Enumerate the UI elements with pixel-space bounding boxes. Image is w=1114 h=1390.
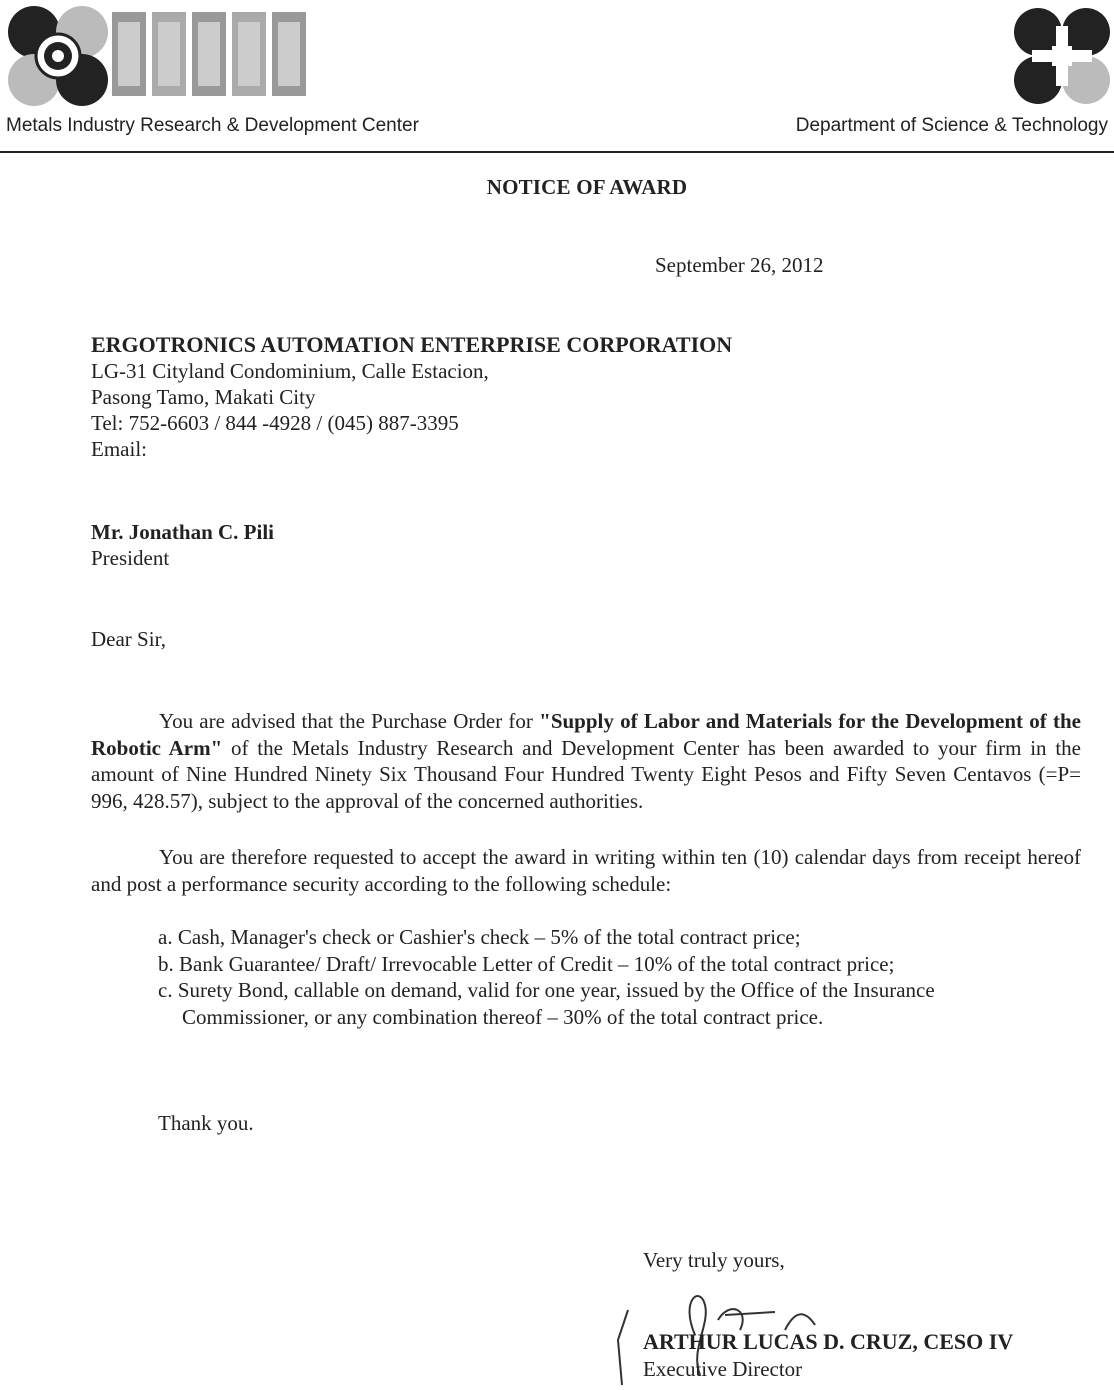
letterhead-divider: [0, 151, 1114, 153]
mirdc-logo-icon: [6, 4, 110, 108]
signatory-name: ARTHUR LUCAS D. CRUZ, CESO IV: [643, 1329, 1014, 1354]
security-schedule-list: [158, 924, 948, 1030]
recipient-company: ERGOTRONICS AUTOMATION ENTERPRISE CORPORATION: [91, 332, 733, 357]
signatory-title: Executive Director: [643, 1357, 803, 1381]
recipient-email: Email:: [91, 437, 147, 461]
mirdc-wordmark-icon: [112, 8, 312, 100]
paragraph-award-rest: of the Metals Industry Research and Development Center has been awarded to your firm in the amount of Nine Hundred Ninety Six Thousand Four Hundred Twenty Eight Pesos and Fifty Seven Centavos (=P= 996, 428.57), subject to the approval of the concerned authorities.: [91, 735, 1081, 813]
list-item: a. Cash, Manager's check or Cashier's check – 5% of the total contract price;: [158, 925, 801, 949]
paragraph-request: You are therefore requested to accept the award in writing within ten (10) calendar days from receipt hereof and post a performance security according to the following schedule:: [91, 845, 1081, 896]
dost-logo-icon: [1012, 6, 1112, 106]
project-title: "Supply of Labor and Materials for the Development of the Robotic Arm": [91, 709, 1081, 760]
thank-you: Thank you.: [158, 1111, 254, 1135]
attention-block: [91, 519, 274, 571]
list-item: b. Bank Guarantee/ Draft/ Irrevocable Letter of Credit – 10% of the total contract price;: [158, 951, 895, 976]
letterhead-left-org: Metals Industry Research & Development Center: [6, 115, 419, 136]
paragraph-award: [91, 708, 1081, 814]
letter-date: September 26, 2012: [655, 253, 824, 277]
paragraph-award-lead: You are advised that the Purchase Order for: [159, 709, 540, 733]
salutation: Dear Sir,: [91, 627, 166, 651]
document-title: NOTICE OF AWARD: [486, 175, 688, 199]
letterhead-right-org: Department of Science & Technology: [795, 115, 1108, 136]
recipient-tel: Tel: 752-6603 / 844 -4928 / (045) 887-3395: [91, 411, 459, 435]
attention-name: Mr. Jonathan C. Pili: [91, 520, 274, 544]
list-item: c. Surety Bond, callable on demand, valid for one year, issued by the Office of the Insurance Commissioner, or any combination thereof – 30% of the total contract price.: [158, 978, 935, 1029]
recipient-address-line1: LG-31 Cityland Condominium, Calle Estacion,: [91, 359, 489, 383]
attention-position: President: [91, 546, 170, 570]
closing: Very truly yours,: [643, 1248, 785, 1272]
recipient-address-line2: Pasong Tamo, Makati City: [91, 385, 316, 409]
recipient-block: [91, 332, 732, 462]
